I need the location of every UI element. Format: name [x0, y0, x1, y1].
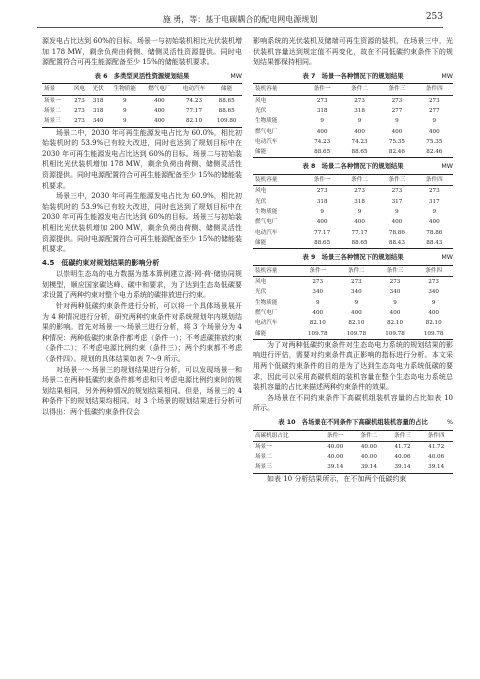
section-heading: 4.5 低碳约束对规划结果的影响分析 — [42, 258, 160, 267]
table-9-caption: 表 9 场景三各种情况下的规划结果 MW — [253, 253, 453, 264]
table-row — [253, 217, 453, 227]
table-cell: 88.65 — [341, 238, 378, 249]
right-column — [253, 36, 453, 484]
table-row — [42, 116, 242, 127]
table-header-row — [253, 430, 453, 441]
table-8 — [253, 174, 453, 249]
table-cell: 39.14 — [386, 462, 420, 473]
paragraph: 以崇明生态岛的电力数据为基本算例建立源-网-荷-储协同规划模型，顺应国家碳达峰、碳中和要求，为了达到生态岛低碳要求设置了两种约束对整个电力系统的碳排放进行约束。 — [42, 270, 242, 300]
table-cell: 273 — [70, 116, 89, 127]
table-cell: 400 — [312, 309, 324, 316]
table-row — [253, 95, 453, 106]
table-cell: 77.17 — [351, 229, 368, 236]
table-cell: 273 — [391, 97, 403, 104]
column-header: 装机容量 — [253, 175, 303, 186]
column-header: 风电 — [70, 84, 89, 95]
table-cell: 场景一 — [255, 443, 272, 450]
table-6 — [42, 83, 242, 127]
table-6-caption: 表 6 多类型灵活性资源规划结果 MW — [42, 72, 242, 83]
table-cell: 9 — [432, 208, 437, 215]
table-cell: 燃气电厂 — [255, 128, 278, 135]
paragraph: 影响系统的光伏装机及储端可再生资源的装机，在场景三中，光伏装机容量达到规定值不再变化，故在不同低碳约束条件下的规划结果都保持相同。 — [253, 37, 453, 67]
table-unit: MW — [441, 254, 453, 262]
table-cell: 273 — [391, 188, 403, 195]
table-cell: 109.78 — [376, 329, 415, 340]
column-header: 条件四 — [416, 175, 453, 186]
paragraph: 场景三中，2030 年可再生能源发电占比为 60.9%，相比初始装机时的 53.9%已有较大改进，同时也达到了规划目标中在 2030 年可再生能源发电占比达到 60%的目标。场景三与初始装机相比光伏装机增加 200 MW，剩余负荷由荷侧、储侧灵活性资源提供。同时电源配置符合可再生能源配备至少 15%的储能装机要求。 — [42, 192, 242, 254]
table-cell: 82.10 — [348, 320, 365, 327]
table-cell: 燃气电厂 — [255, 309, 278, 316]
column-header: 电动汽车 — [177, 84, 212, 95]
table-cell: 273 — [312, 279, 324, 286]
table-cell: 39.14 — [318, 462, 352, 473]
table-cell: 340 — [389, 289, 401, 296]
table-row — [253, 298, 453, 308]
paragraph: 如表 10 分析结果所示，在不加两个低碳约束 — [267, 474, 407, 483]
table-cell: 277 — [428, 107, 440, 114]
running-head: 施 勇，等：基于电碳耦合的配电网电源规划 — [162, 15, 318, 24]
table-unit: MW — [441, 163, 453, 171]
table-cell: 273 — [316, 188, 328, 195]
column-header: 条件一 — [303, 84, 340, 95]
table-cell: 340 — [312, 289, 324, 296]
table-cell: 40.06 — [428, 454, 445, 461]
table-unit: MW — [441, 72, 453, 80]
column-header: 条件四 — [416, 84, 453, 95]
table-10-caption: 表 10 各场景在不同条件下高碳机组装机容量的占比 % — [253, 418, 453, 429]
table-cell: 400 — [154, 97, 165, 104]
column-header: 储能 — [211, 84, 242, 95]
table-cell: 400 — [428, 309, 439, 316]
table-cell: 273 — [428, 97, 440, 104]
table-cell: 273 — [351, 279, 362, 286]
table-cell: 储能 — [253, 329, 298, 340]
table-cell: 电动汽车 — [255, 320, 278, 327]
table-row — [253, 329, 453, 340]
table-cell: 317 — [391, 198, 403, 205]
table-cell: 74.23 — [185, 97, 202, 104]
table-cell: 78.86 — [426, 229, 443, 236]
table-cell: 88.65 — [303, 238, 340, 249]
table-cell: 88.65 — [218, 97, 235, 104]
table-cell: 109.78 — [414, 329, 453, 340]
table-cell: 273 — [354, 97, 365, 104]
table-cell: 400 — [316, 128, 328, 135]
table-cell: 9 — [395, 118, 399, 125]
table-row — [253, 106, 453, 116]
table-cell: 317 — [428, 198, 440, 205]
column-header: 条件四 — [419, 430, 453, 441]
table-cell: 88.65 — [218, 107, 235, 114]
table-cell: 生物质能 — [255, 208, 278, 215]
column-header: 条件二 — [352, 430, 386, 441]
table-cell: 场景二 — [44, 107, 61, 114]
table-cell: 40.00 — [327, 454, 344, 461]
table-cell: 82.10 — [309, 320, 326, 327]
table-cell: 9 — [357, 208, 362, 215]
table-cell: 75.35 — [388, 138, 405, 145]
table-cell: 场景三 — [253, 462, 318, 473]
table-row — [253, 228, 453, 238]
column-header: 装机容量 — [253, 265, 298, 276]
table-cell: 9 — [123, 97, 127, 104]
table-row — [253, 147, 453, 158]
table-cell: 82.10 — [177, 116, 212, 127]
table-cell: 340 — [428, 289, 439, 296]
table-cell: 277 — [391, 107, 403, 114]
table-cell: 电动汽车 — [255, 138, 278, 145]
table-cell: 400 — [142, 116, 177, 127]
table-cell: 400 — [389, 309, 401, 316]
table-header-row — [253, 84, 453, 95]
table-cell: 318 — [92, 97, 104, 104]
table-cell: 109.78 — [298, 329, 337, 340]
table-cell: 273 — [354, 188, 365, 195]
column-header: 条件三 — [376, 265, 415, 276]
paragraph: 各场景在不同约束条件下高碳机组装机容量的占比如表 10 所示。 — [253, 393, 453, 413]
table-cell: 400 — [354, 128, 365, 135]
table-cell: 340 — [89, 116, 108, 127]
page-number: 253 — [425, 12, 443, 22]
table-cell: 400 — [354, 219, 365, 226]
column-header: 生物质能 — [108, 84, 143, 95]
table-8-caption: 表 8 场景二各种情况下的规划结果 MW — [253, 162, 453, 173]
table-cell: 88.43 — [378, 238, 415, 249]
table-cell: 40.00 — [360, 454, 377, 461]
table-unit: MW — [230, 72, 242, 80]
table-cell: 9 — [395, 208, 399, 215]
column-header: 装机容量 — [253, 84, 303, 95]
table-cell: 273 — [428, 279, 439, 286]
table-cell: 109.80 — [211, 116, 242, 127]
table-row — [253, 127, 453, 137]
column-header: 高碳机组占比 — [253, 430, 318, 441]
table-row — [42, 95, 242, 106]
table-cell: 光伏 — [255, 107, 267, 114]
table-cell: 75.35 — [426, 138, 443, 145]
table-cell: 318 — [354, 198, 365, 205]
table-header-row — [253, 265, 453, 276]
column-header: 条件三 — [378, 175, 415, 186]
column-header: 条件四 — [414, 265, 453, 276]
paragraph: 场景二中，2030 年可再生能源发电占比为 60.0%，相比初始装机时的 53.9%已有较大改进，同时也达到了规划目标中在 2030 年可再生能源发电占比达到 60%的目标。场景二与初始装机相比光伏装机增加 178 MW，剩余负荷由荷侧、储侧灵活性资源提供。同时电源配置符合可再生能源配备至少 15%的储能装机要求。 — [42, 128, 242, 190]
table-cell: 燃气电厂 — [255, 219, 278, 226]
table-unit: % — [447, 418, 453, 426]
table-cell: 88.65 — [303, 147, 340, 158]
table-cell: 9 — [320, 208, 324, 215]
table-row — [253, 116, 453, 126]
table-cell: 74.23 — [351, 138, 368, 145]
table-cell: 82.10 — [425, 320, 442, 327]
column-header: 条件二 — [337, 265, 376, 276]
table-row — [253, 287, 453, 297]
table-row — [253, 207, 453, 217]
table-7 — [253, 83, 453, 158]
table-cell: 400 — [154, 107, 165, 114]
column-header: 条件二 — [341, 175, 378, 186]
column-header: 光伏 — [89, 84, 108, 95]
table-cell: 273 — [389, 279, 401, 286]
table-cell: 39.14 — [419, 462, 453, 473]
table-cell: 9 — [123, 107, 127, 114]
table-row — [253, 277, 453, 288]
table-cell: 82.46 — [378, 147, 415, 158]
table-cell: 39.14 — [352, 462, 386, 473]
left-column — [42, 36, 242, 418]
paragraph: 源发电占比达到 60%的目标。场景一与初始装机相比光伏装机增加 178 MW，剩余负荷由荷侧、储侧灵活性资源提供。同时电源配置符合可再生能源配备至少 15%的储能装机要求。 — [42, 37, 242, 67]
column-header: 燃气电厂 — [142, 84, 177, 95]
table-cell: 9 — [431, 299, 436, 306]
column-header: 条件二 — [341, 84, 378, 95]
table-10 — [253, 430, 453, 474]
table-cell: 储能 — [253, 238, 303, 249]
table-cell: 生物质能 — [255, 118, 278, 125]
table-cell: 9 — [432, 118, 437, 125]
table-cell: 9 — [315, 299, 320, 306]
table-header-row — [42, 84, 242, 95]
table-cell: 场景三 — [42, 116, 70, 127]
table-header-row — [253, 175, 453, 186]
column-header: 场景 — [42, 84, 70, 95]
table-cell: 9 — [320, 118, 324, 125]
header-rule — [37, 27, 443, 28]
paragraph: 为了对两种低碳约束条件对生态岛电力系统的规划结果的影响进行评估，需要对约束条件真正影响的指标进行分析。本文采用两个低碳约束条件的目的是为了达到生态岛电力系统低碳的要求，因此可以采用高碳机组的装机容量在整个生态岛电力系统总装机容量的占比来描述两种约束条件的效果。 — [253, 340, 453, 392]
table-cell: 9 — [354, 299, 359, 306]
table-cell: 40.00 — [360, 443, 377, 450]
table-cell: 318 — [316, 198, 328, 205]
table-cell: 318 — [354, 107, 365, 114]
table-row — [253, 238, 453, 249]
table-cell: 光伏 — [255, 198, 267, 205]
table-cell: 318 — [92, 107, 104, 114]
table-cell: 88.65 — [341, 147, 378, 158]
table-cell: 77.17 — [314, 229, 331, 236]
table-cell: 9 — [108, 116, 143, 127]
table-cell: 风电 — [255, 279, 267, 286]
table-row — [42, 106, 242, 116]
paragraph: 针对两种低碳约束条件进行分析，可以将一个具体场景展开为 4 种情况进行分析，研究两种约束条件对系统规划年内规划结果的影响。首先对场景一～场景三进行分析，将 3 个场景分为 4 种情况：两种低碳约束条件都考虑（条件一）；不考虑碳排放约束（条件二）；不考虑电源比例约束（条件三）；两个约束都不考虑（条件四）。规划的具体结果如表 7～9 所示。 — [42, 302, 242, 364]
table-cell: 273 — [428, 188, 440, 195]
table-cell: 318 — [316, 107, 328, 114]
table-cell: 340 — [351, 289, 362, 296]
table-cell: 风电 — [255, 188, 267, 195]
table-cell: 77.17 — [185, 107, 202, 114]
table-cell: 场景一 — [44, 97, 61, 104]
table-row — [253, 308, 453, 318]
table-cell: 78.86 — [388, 229, 405, 236]
page-header — [37, 8, 443, 30]
table-9 — [253, 265, 453, 340]
table-row — [253, 318, 453, 328]
column-header: 条件三 — [386, 430, 420, 441]
table-cell: 9 — [357, 118, 362, 125]
table-row — [253, 186, 453, 197]
table-row — [253, 197, 453, 207]
table-cell: 400 — [316, 219, 328, 226]
table-cell: 400 — [351, 309, 362, 316]
table-cell: 41.72 — [394, 443, 411, 450]
table-row — [253, 441, 453, 452]
column-header: 条件一 — [303, 175, 340, 186]
table-cell: 40.06 — [394, 454, 411, 461]
paragraph: 对场景一～场景三的规划结果进行分析，可以发现场景一和场景二在两种低碳约束条件都考虑和只考虑电源比例约束时的规划结果相同，另外两种情况的规划结果相同。但是，场景三的 4 种条件下的规划结果均相同。对 3 个场景的规划结果进行分析可以得出：两个低碳约束条件仅会 — [42, 365, 242, 416]
table-cell: 400 — [391, 128, 403, 135]
table-cell: 光伏 — [255, 289, 267, 296]
table-cell: 场景二 — [255, 454, 272, 461]
table-cell: 74.23 — [314, 138, 331, 145]
table-7-caption: 表 7 场景一各种情况下的规划结果 MW — [253, 72, 453, 83]
table-cell: 273 — [74, 97, 85, 104]
table-cell: 41.72 — [428, 443, 445, 450]
table-cell: 273 — [316, 97, 328, 104]
table-cell: 82.10 — [387, 320, 404, 327]
table-cell: 400 — [391, 219, 403, 226]
table-cell: 400 — [428, 128, 440, 135]
table-cell: 40.00 — [327, 443, 344, 450]
table-cell: 9 — [393, 299, 397, 306]
table-cell: 88.43 — [416, 238, 453, 249]
table-cell: 储能 — [253, 147, 303, 158]
table-row — [253, 462, 453, 473]
table-cell: 生物质能 — [255, 299, 278, 306]
table-cell: 风电 — [255, 97, 267, 104]
table-row — [253, 137, 453, 147]
table-cell: 400 — [428, 219, 440, 226]
table-cell: 电动汽车 — [255, 229, 278, 236]
table-cell: 82.46 — [416, 147, 453, 158]
table-cell: 109.78 — [337, 329, 376, 340]
column-header: 条件一 — [318, 430, 352, 441]
table-cell: 273 — [74, 107, 85, 114]
table-row — [253, 452, 453, 462]
column-header: 条件三 — [378, 84, 415, 95]
column-header: 条件一 — [298, 265, 337, 276]
